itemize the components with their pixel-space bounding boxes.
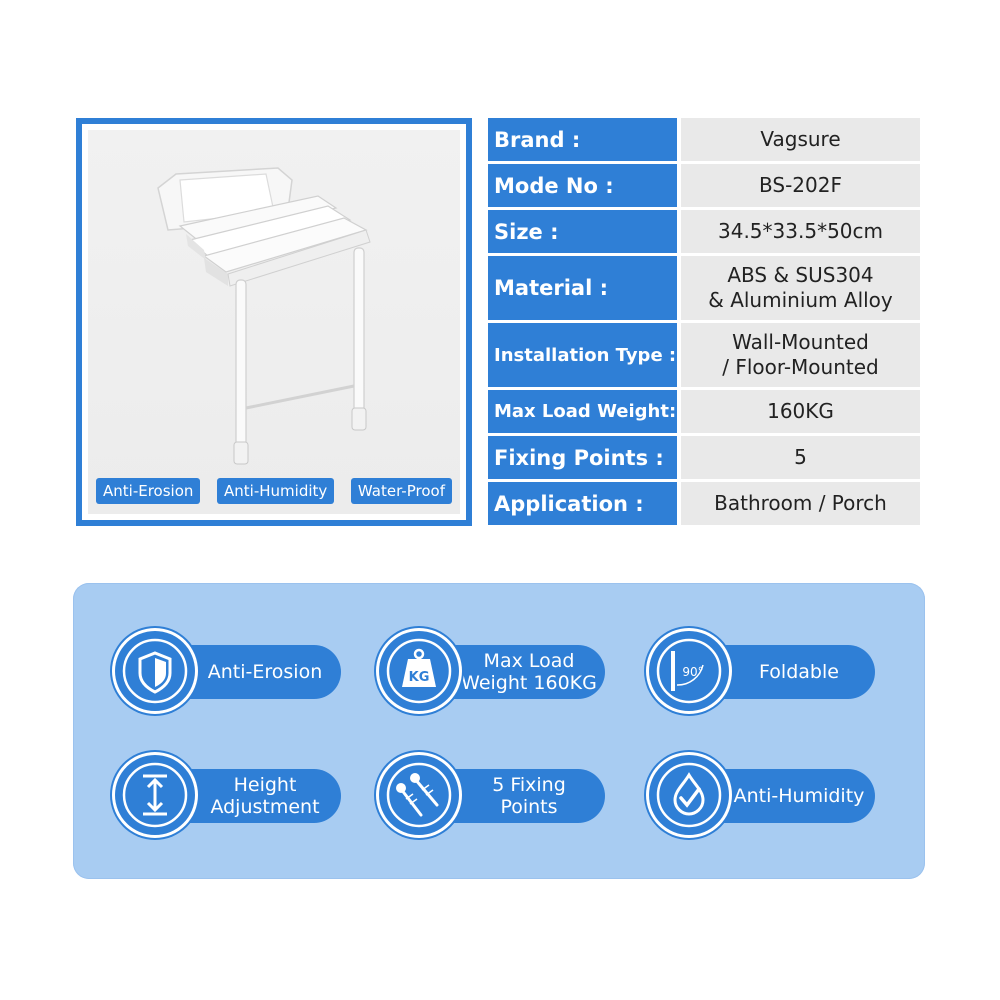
feature-height-adjustment bbox=[115, 755, 345, 845]
tag-water-proof: Water-Proof bbox=[351, 478, 452, 504]
spec-row-size bbox=[488, 210, 920, 253]
feature-label: Max Load Weight 160KG bbox=[423, 645, 605, 699]
spec-row-fixing-points bbox=[488, 436, 920, 479]
water-drop-check-icon bbox=[649, 755, 729, 835]
feature-label: Foldable bbox=[693, 645, 875, 699]
spec-value: Bathroom / Porch bbox=[681, 482, 920, 525]
spec-value: Vagsure bbox=[681, 118, 920, 161]
feature-anti-erosion bbox=[115, 631, 345, 721]
product-photo-frame bbox=[76, 118, 472, 526]
height-adjust-icon bbox=[115, 755, 195, 835]
spec-label: Max Load Weight: bbox=[488, 390, 677, 433]
spec-label: Brand : bbox=[488, 118, 677, 161]
spec-label: Fixing Points : bbox=[488, 436, 677, 479]
feature-tags bbox=[88, 478, 460, 504]
tag-anti-humidity: Anti-Humidity bbox=[217, 478, 334, 504]
tag-anti-erosion: Anti-Erosion bbox=[96, 478, 200, 504]
spec-label: Material : bbox=[488, 256, 677, 320]
spec-value: 34.5*33.5*50cm bbox=[681, 210, 920, 253]
feature-foldable bbox=[649, 631, 879, 721]
feature-label: Anti-Erosion bbox=[159, 645, 341, 699]
feature-max-load bbox=[379, 631, 609, 721]
spec-row-application bbox=[488, 482, 920, 525]
shield-icon bbox=[115, 631, 195, 711]
fold-90-icon bbox=[649, 631, 729, 711]
spec-row-material bbox=[488, 256, 920, 320]
kg-weight-icon bbox=[379, 631, 459, 711]
spec-row-max-load bbox=[488, 390, 920, 433]
spec-value: ABS & SUS304 & Aluminium Alloy bbox=[681, 256, 920, 320]
spec-label: Mode No : bbox=[488, 164, 677, 207]
product-photo bbox=[88, 130, 460, 514]
spec-label: Installation Type : bbox=[488, 323, 677, 387]
spec-row-model bbox=[488, 164, 920, 207]
feature-label: Anti-Humidity bbox=[693, 769, 875, 823]
spec-value: 160KG bbox=[681, 390, 920, 433]
spec-label: Application : bbox=[488, 482, 677, 525]
spec-value: Wall-Mounted / Floor-Mounted bbox=[681, 323, 920, 387]
feature-label: Height Adjustment bbox=[159, 769, 341, 823]
spec-label: Size : bbox=[488, 210, 677, 253]
screws-icon bbox=[379, 755, 459, 835]
features-panel bbox=[73, 583, 925, 879]
spec-table bbox=[488, 118, 920, 528]
feature-label: 5 Fixing Points bbox=[423, 769, 605, 823]
shower-seat-illustration bbox=[88, 130, 472, 526]
feature-fixing-points bbox=[379, 755, 609, 845]
spec-value: 5 bbox=[681, 436, 920, 479]
spec-value: BS-202F bbox=[681, 164, 920, 207]
spec-row-installation bbox=[488, 323, 920, 387]
feature-anti-humidity bbox=[649, 755, 879, 845]
spec-row-brand bbox=[488, 118, 920, 161]
svg-text:KG: KG bbox=[408, 670, 430, 685]
svg-text:90°: 90° bbox=[682, 665, 704, 679]
